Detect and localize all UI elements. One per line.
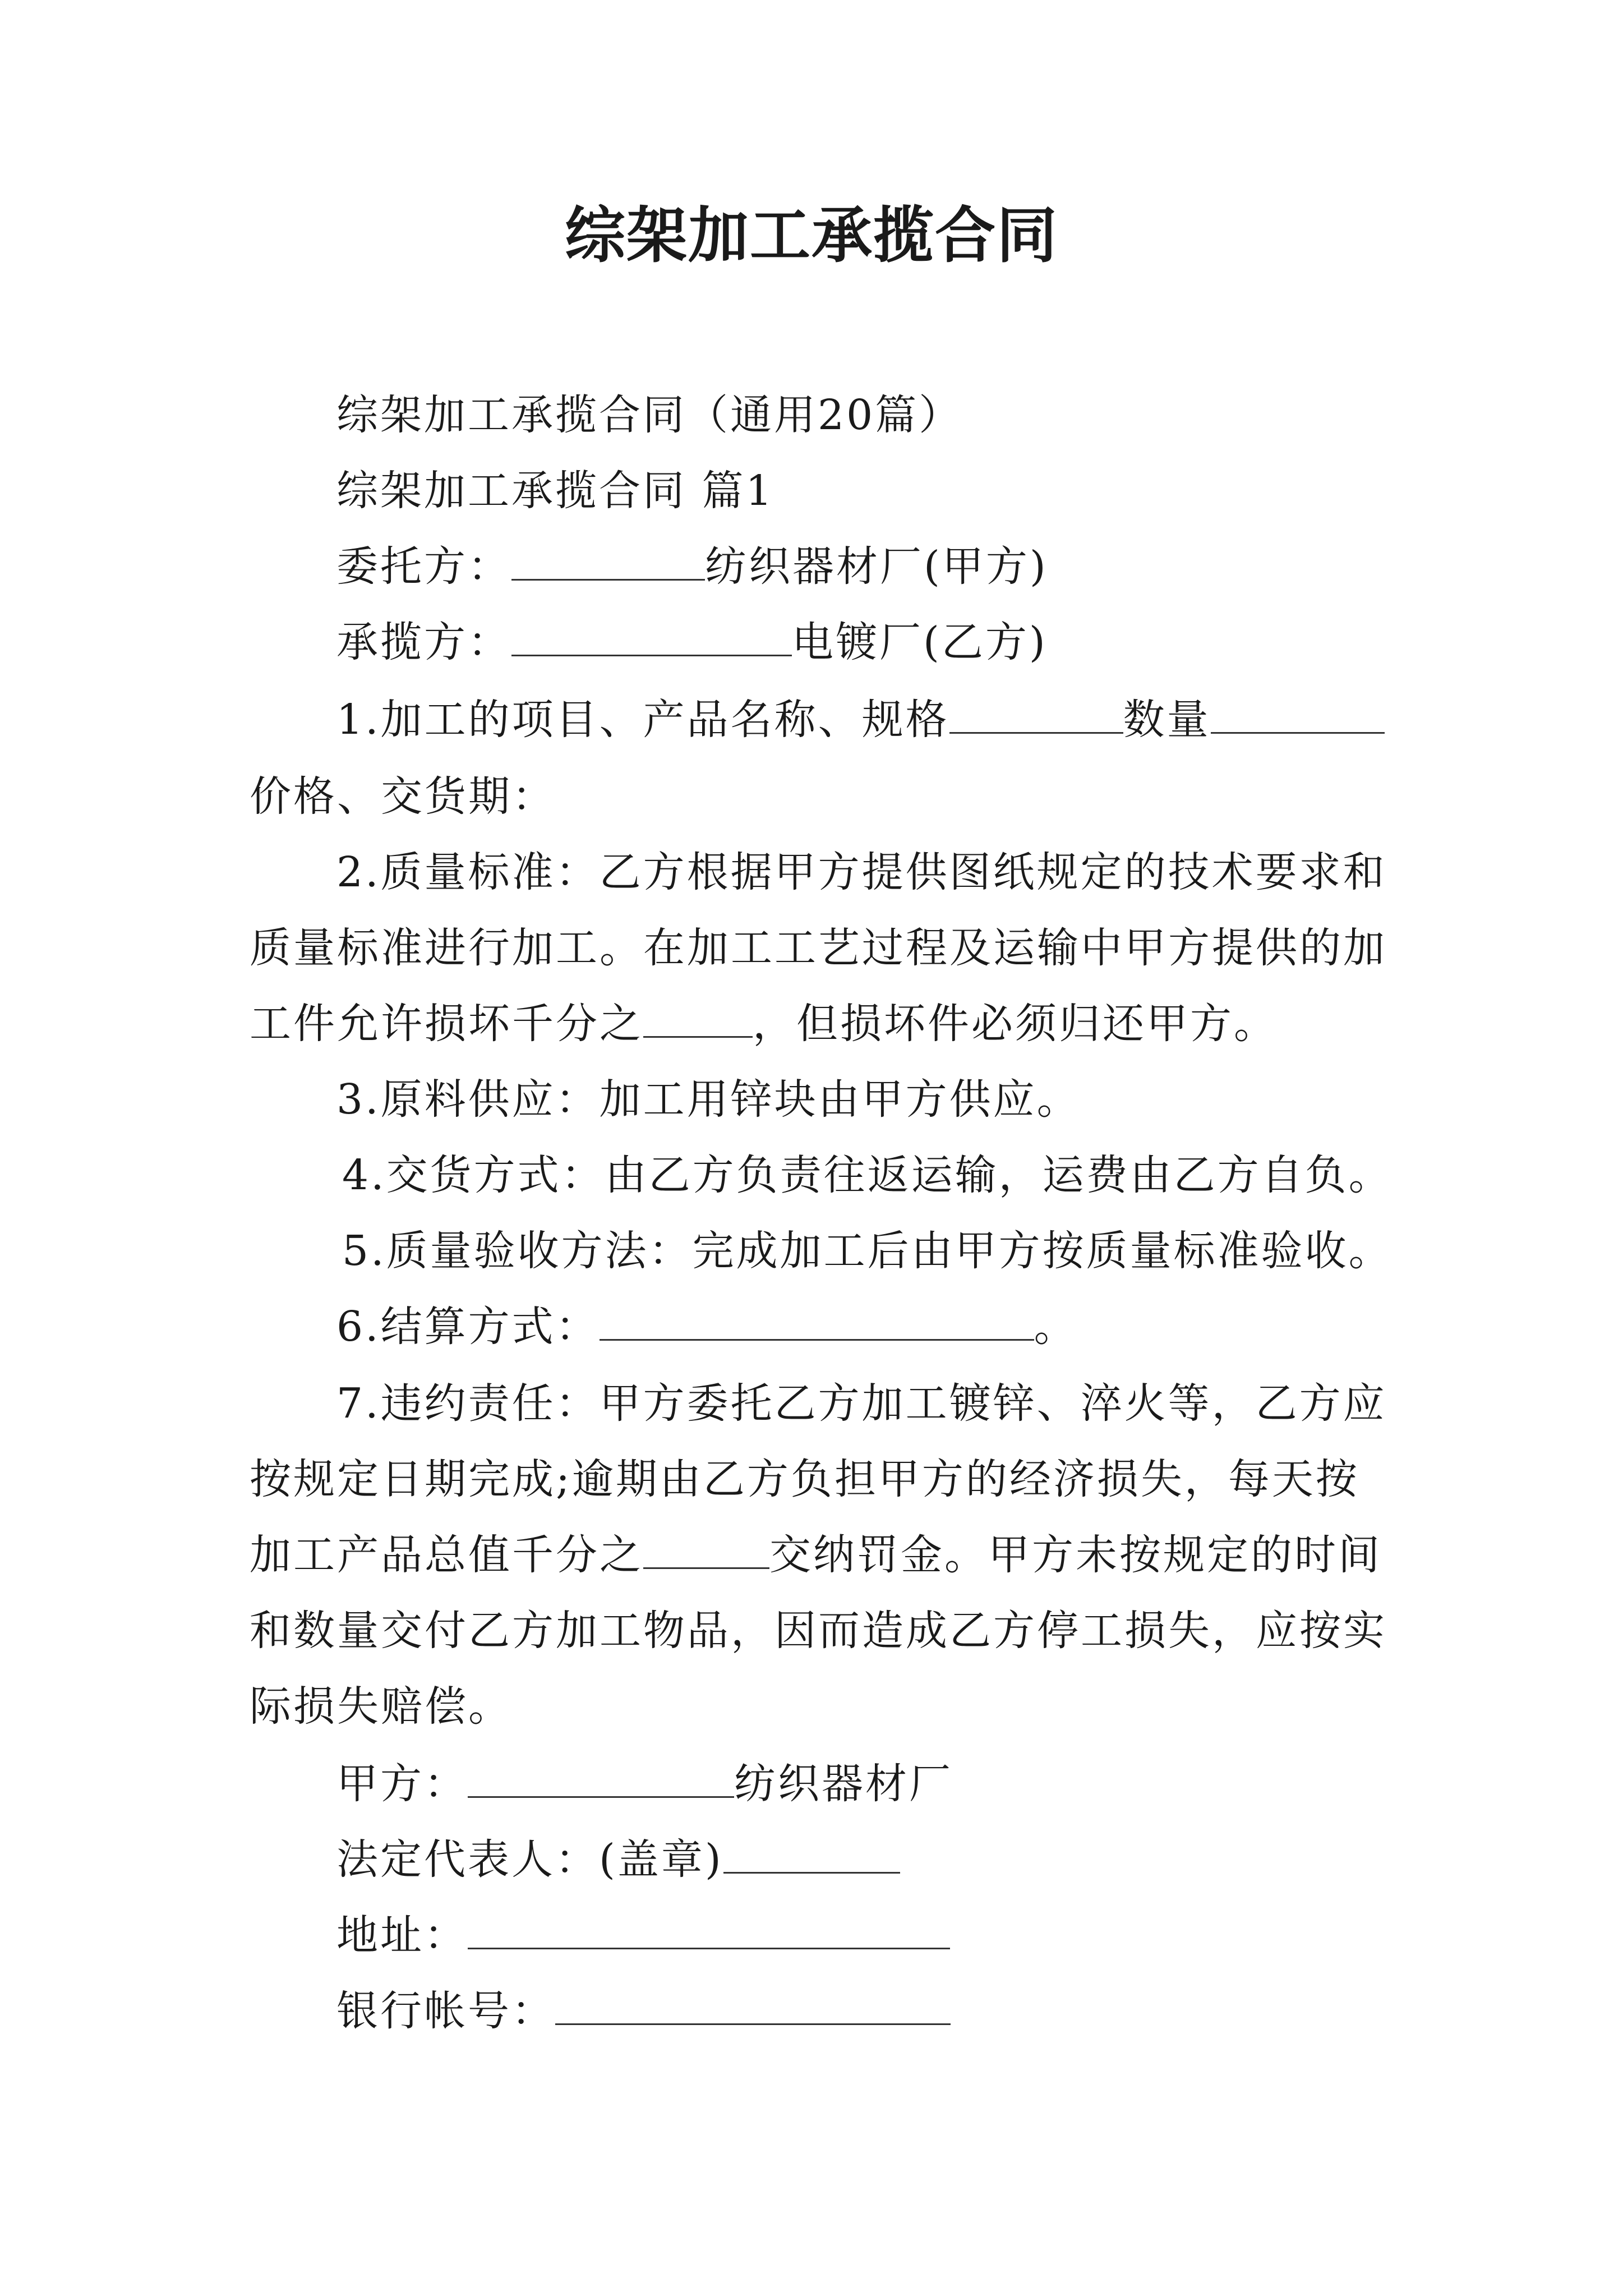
address-blank[interactable] — [468, 1913, 950, 1949]
clause-6 — [336, 1299, 1078, 1355]
clause-7-line-5: 际损失赔偿。 — [250, 1682, 512, 1731]
legal-rep-label: 法定代表人：(盖章) — [336, 1835, 723, 1884]
clause-1-line-1 — [336, 692, 1385, 748]
clause-1-text-a: 1.加工的项目、产品名称、规格 — [336, 696, 949, 744]
clause-3: 3.原料供应：加工用锌块由甲方供应。 — [336, 1075, 1081, 1124]
clause-2-line-2: 质量标准进行加工。在加工工艺过程及运输中甲方提供的加 — [250, 924, 1387, 972]
document-subtitle: 综架加工承揽合同（通用20篇） — [336, 391, 963, 439]
client-name-blank[interactable] — [511, 544, 705, 581]
client-label: 委托方： — [336, 542, 511, 591]
party-a-line — [336, 1756, 953, 1812]
address-line — [336, 1907, 950, 1963]
clause-7-line-2: 按规定日期完成;逾期由乙方负担甲方的经济损失，每天按 — [250, 1455, 1359, 1503]
party-a-label: 甲方： — [336, 1760, 468, 1808]
clause-1-line-2: 价格、交货期： — [250, 772, 556, 821]
client-line — [336, 539, 1048, 595]
clause-7-line-4: 和数量交付乙方加工物品，因而造成乙方停工损失，应按实 — [250, 1607, 1387, 1655]
clause-4: 4.交货方式：由乙方负责往返运输，运费由乙方自负。 — [342, 1151, 1393, 1199]
clause-7-text-d: 交纳罚金。甲方未按规定的时间 — [769, 1531, 1382, 1579]
spec-blank[interactable] — [949, 697, 1123, 734]
party-a-name-blank[interactable] — [468, 1761, 734, 1798]
address-label: 地址： — [336, 1911, 468, 1959]
quantity-blank[interactable] — [1211, 697, 1385, 734]
clause-2-line-1: 2.质量标准：乙方根据甲方提供图纸规定的技术要求和 — [336, 848, 1387, 896]
contractor-name-blank[interactable] — [511, 620, 792, 656]
settlement-blank[interactable] — [600, 1304, 1034, 1341]
bank-account-blank[interactable] — [555, 1989, 951, 2025]
bank-account-line — [336, 1983, 951, 2039]
clause-6-text-b: 。 — [1034, 1303, 1078, 1351]
clause-6-text-a: 6.结算方式： — [336, 1303, 600, 1351]
document-title: 综架加工承揽合同 — [564, 200, 1058, 271]
bank-account-label: 银行帐号： — [336, 1987, 555, 2035]
clause-7-line-1: 7.违约责任：甲方委托乙方加工镀锌、淬火等，乙方应 — [336, 1379, 1387, 1428]
section-heading: 综架加工承揽合同 篇1 — [336, 467, 774, 515]
contractor-line — [336, 614, 1048, 670]
contractor-label: 承揽方： — [336, 618, 511, 666]
clause-7-text-c: 加工产品总值千分之 — [250, 1531, 643, 1579]
client-suffix: 纺织器材厂(甲方) — [705, 542, 1048, 591]
clause-1-text-b: 数量 — [1123, 696, 1211, 744]
legal-rep-blank[interactable] — [723, 1837, 900, 1874]
clause-2-text-c: 工件允许损坏千分之 — [250, 1000, 643, 1048]
clause-2-line-3 — [250, 996, 1278, 1052]
penalty-rate-blank[interactable] — [643, 1533, 769, 1569]
clause-7-line-3 — [250, 1527, 1382, 1583]
party-a-suffix: 纺织器材厂 — [734, 1760, 953, 1808]
clause-2-text-d: ，但损坏件必须归还甲方。 — [753, 1000, 1278, 1048]
contractor-suffix: 电镀厂(乙方) — [792, 618, 1048, 666]
damage-rate-blank[interactable] — [643, 1001, 753, 1038]
legal-rep-line — [336, 1832, 900, 1888]
clause-5: 5.质量验收方法：完成加工后由甲方按质量标准验收。 — [342, 1227, 1393, 1275]
